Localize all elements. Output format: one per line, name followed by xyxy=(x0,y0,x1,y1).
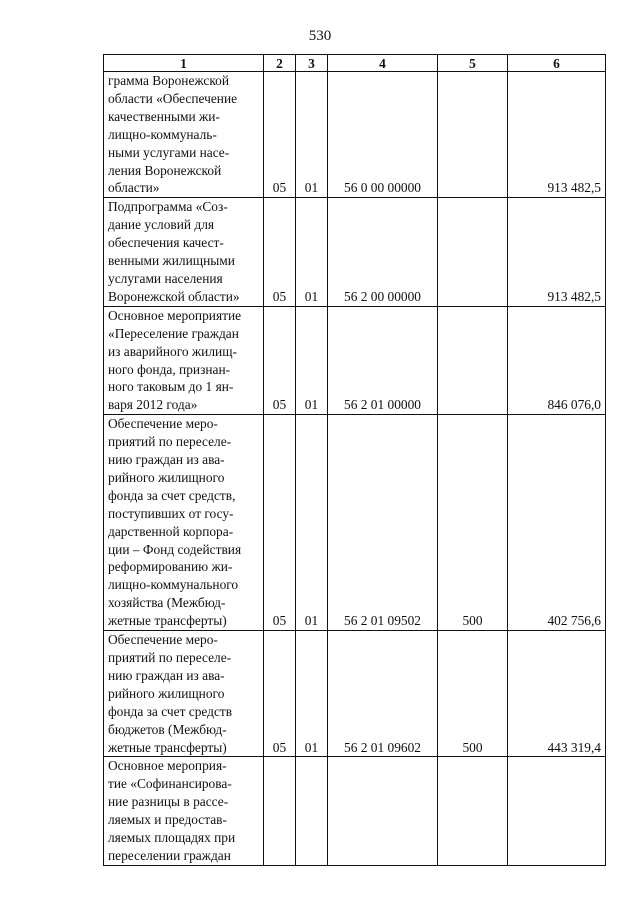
row-name-line: Обеспечение меро- xyxy=(108,416,218,432)
row-name-line: тие «Софинансирова- xyxy=(108,776,232,792)
row-subsection-code: 01 xyxy=(296,631,328,757)
row-amount: 846 076,0 xyxy=(508,306,606,414)
row-target-article-code: 56 0 00 00000 xyxy=(328,72,438,198)
row-name-line: лищно-коммунального xyxy=(108,577,239,593)
table-row xyxy=(104,72,606,198)
row-name-line: Основное мероприятие xyxy=(108,307,242,323)
row-name-line: хозяйства (Межбюд- xyxy=(108,595,226,611)
row-name xyxy=(104,631,264,757)
row-name-line: дарственной корпора- xyxy=(108,523,234,539)
row-name-line: нию граждан из ава- xyxy=(108,452,225,468)
row-name-line: рийного жилищного xyxy=(108,685,225,701)
row-expense-type-code: 500 xyxy=(438,415,508,631)
row-name-line: нию граждан из ава- xyxy=(108,667,225,683)
column-header-5: 5 xyxy=(438,55,508,72)
row-name-line: жетные трансферты) xyxy=(108,739,227,755)
row-name-line: фонда за счет средств xyxy=(108,703,233,719)
row-name-line: грамма Воронежской xyxy=(108,73,230,88)
row-name-line: Основное мероприя- xyxy=(108,758,227,774)
table-row xyxy=(104,198,606,306)
row-target-article-code xyxy=(328,757,438,865)
row-subsection-code: 01 xyxy=(296,415,328,631)
row-expense-type-code xyxy=(438,198,508,306)
row-name-line: из аварийного жилищ- xyxy=(108,343,237,359)
row-name xyxy=(104,72,264,198)
row-target-article-code: 56 2 01 09602 xyxy=(328,631,438,757)
page-number: 530 xyxy=(308,28,332,44)
row-name-line: ного фонда, признан- xyxy=(108,361,231,377)
row-name-line: дание условий для xyxy=(108,217,215,233)
row-amount: 402 756,6 xyxy=(508,415,606,631)
row-section-code xyxy=(264,757,296,865)
row-name-line: ции – Фонд содействия xyxy=(108,541,242,557)
row-subsection-code: 01 xyxy=(296,306,328,414)
column-header-6: 6 xyxy=(508,55,606,72)
row-section-code: 05 xyxy=(264,306,296,414)
row-subsection-code: 01 xyxy=(296,198,328,306)
row-expense-type-code xyxy=(438,72,508,198)
row-name-line: Обеспечение меро- xyxy=(108,632,218,648)
row-amount xyxy=(508,757,606,865)
row-name-line: фонда за счет средств, xyxy=(108,487,236,503)
row-name-line: области «Обеспечение xyxy=(108,90,238,106)
table-header-row xyxy=(104,55,606,72)
table-row xyxy=(104,415,606,631)
row-name-line: ного таковым до 1 ян- xyxy=(108,379,234,395)
column-header-1: 1 xyxy=(104,55,264,72)
row-amount: 913 482,5 xyxy=(508,198,606,306)
table-row xyxy=(104,306,606,414)
row-expense-type-code: 500 xyxy=(438,631,508,757)
row-section-code: 05 xyxy=(264,415,296,631)
row-name-line: венными жилищными xyxy=(108,253,235,269)
row-name-line: области» xyxy=(108,180,160,196)
row-name-line: лищно-коммуналь- xyxy=(108,126,217,142)
row-name-line: ными услугами насе- xyxy=(108,144,230,160)
table-row xyxy=(104,631,606,757)
row-name-line: Подпрограмма «Соз- xyxy=(108,199,228,215)
row-name-line: жетные трансферты) xyxy=(108,613,227,629)
row-name-line: ние разницы в рассе- xyxy=(108,794,229,810)
row-target-article-code: 56 2 01 00000 xyxy=(328,306,438,414)
budget-table xyxy=(103,54,606,866)
row-amount: 913 482,5 xyxy=(508,72,606,198)
row-name-line: ляемых и предостав- xyxy=(108,812,227,828)
row-expense-type-code xyxy=(438,757,508,865)
row-name-line: ления Воронежской xyxy=(108,162,222,178)
row-name-line: реформированию жи- xyxy=(108,559,233,575)
row-expense-type-code xyxy=(438,306,508,414)
row-amount: 443 319,4 xyxy=(508,631,606,757)
row-section-code: 05 xyxy=(264,198,296,306)
row-name-line: варя 2012 года» xyxy=(108,397,198,413)
row-target-article-code: 56 2 00 00000 xyxy=(328,198,438,306)
column-header-2: 2 xyxy=(264,55,296,72)
column-header-3: 3 xyxy=(296,55,328,72)
row-name xyxy=(104,306,264,414)
row-name xyxy=(104,198,264,306)
column-header-4: 4 xyxy=(328,55,438,72)
row-name-line: обеспечения качест- xyxy=(108,235,224,251)
row-name xyxy=(104,757,264,865)
row-name-line: Воронежской области» xyxy=(108,288,240,304)
row-name-line: рийного жилищного xyxy=(108,469,225,485)
row-subsection-code xyxy=(296,757,328,865)
table-body xyxy=(104,72,606,866)
row-name-line: приятий по переселе- xyxy=(108,434,232,450)
row-name-line: переселении граждан xyxy=(108,847,231,863)
row-name-line: бюджетов (Межбюд- xyxy=(108,721,227,737)
row-name-line: поступивших от госу- xyxy=(108,505,234,521)
row-subsection-code: 01 xyxy=(296,72,328,198)
row-name-line: приятий по переселе- xyxy=(108,650,232,665)
row-target-article-code: 56 2 01 09502 xyxy=(328,415,438,631)
table-row xyxy=(104,757,606,865)
row-name-line: услугами населения xyxy=(108,270,223,286)
row-name-line: ляемых площадях при xyxy=(108,830,236,846)
row-name xyxy=(104,415,264,631)
row-name-line: качественными жи- xyxy=(108,108,220,124)
row-name-line: «Переселение граждан xyxy=(108,325,239,341)
row-section-code: 05 xyxy=(264,72,296,198)
row-section-code: 05 xyxy=(264,631,296,757)
